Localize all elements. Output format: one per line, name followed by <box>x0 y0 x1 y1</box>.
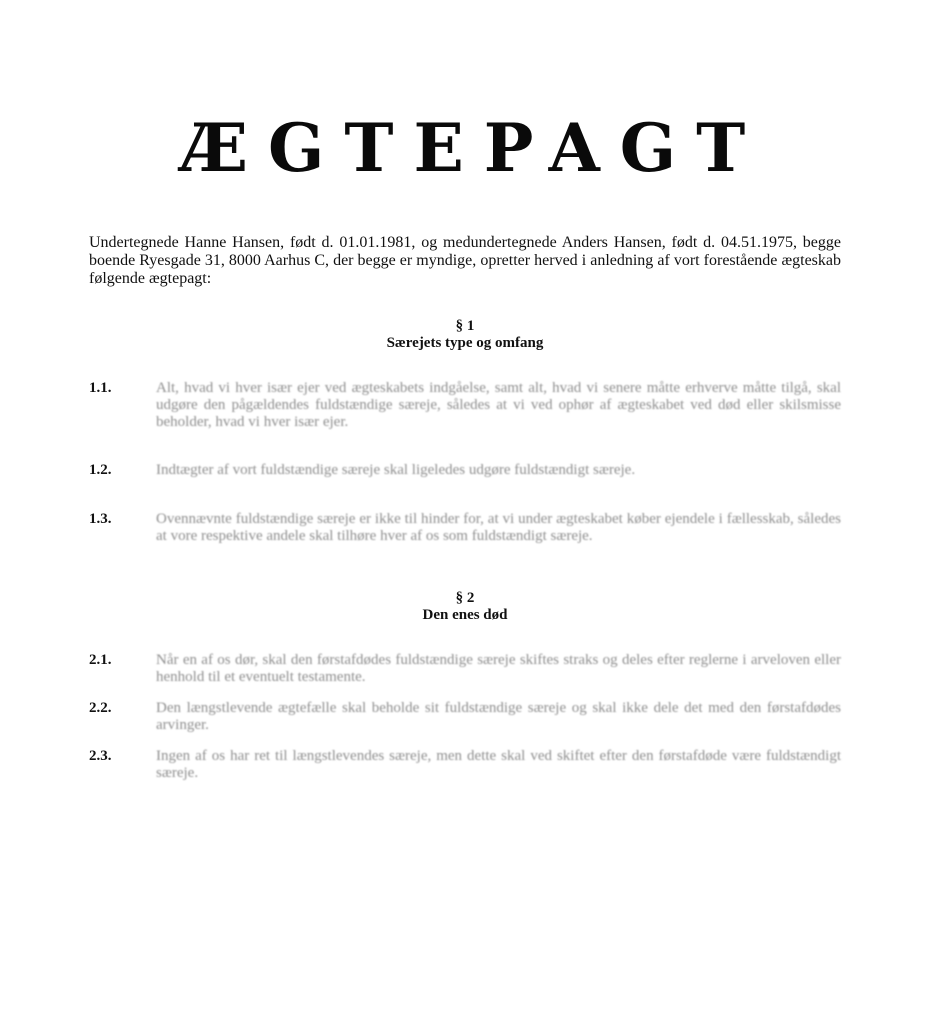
document-title: ÆGTEPAGT <box>179 109 766 187</box>
section-heading <box>89 318 841 352</box>
section-title: Særejets type og omfang <box>386 335 544 351</box>
section-2 <box>89 590 841 781</box>
section-1 <box>89 318 841 544</box>
section-heading <box>89 590 841 624</box>
clause-text: Når en af os dør, skal den førstafdødes fuldstændige særeje skiftes straks og deles efter reglerne i arveloven eller henhold til et eventuelt testamente. <box>156 652 841 685</box>
clause-2-1 <box>89 652 841 686</box>
clause-text: Ovennævnte fuldstændige særeje er ikke til hinder for, at vi under ægteskabet køber ejendele i fællesskab, således at vore respektive andele skal tilhøre hver af os som fuldstændigt særeje. <box>156 511 841 544</box>
clause-text: Den længstlevende ægtefælle skal beholde sit fuldstændige særeje og skal ikke dele det med den førstafdødes arvinger. <box>156 700 841 733</box>
clause-text: Ingen af os har ret til længstlevendes særeje, men dette skal ved skiftet efter den førstafdøde være fuldstændigt særeje. <box>156 748 841 781</box>
section-number: § 2 <box>455 590 475 606</box>
intro-paragraph: Undertegnede Hanne Hansen, født d. 01.01.1981, og medundertegnede Anders Hansen, født d. 04.51.1975, begge boende Ryesgade 31, 8000 Aarhus C, der begge er myndige, opretter herved i anledning af vort forestående ægteskab følgende ægtepagt: <box>89 234 841 287</box>
clause-number: 2.2. <box>89 700 112 716</box>
clause-number: 2.1. <box>89 652 112 668</box>
clause-text: Alt, hvad vi hver især ejer ved ægteskabets indgåelse, samt alt, hvad vi senere måtte erhverve måtte tilgå, skal udgøre den pågældendes fuldstændige særeje, således at vi ved ophør af ægteskabet ved død eller skilsmisse beholder, hvad vi hver især ejer. <box>156 380 841 430</box>
clause-number: 1.3. <box>89 511 112 527</box>
clause-1-2 <box>89 462 841 479</box>
clause-2-2 <box>89 700 841 734</box>
clause-2-3 <box>89 748 841 782</box>
clause-number: 2.3. <box>89 748 112 764</box>
clause-number: 1.2. <box>89 462 112 478</box>
section-title: Den enes død <box>422 607 508 623</box>
clause-text: Indtægter af vort fuldstændige særeje skal ligeledes udgøre fuldstændigt særeje. <box>156 462 636 478</box>
section-number: § 1 <box>455 318 475 334</box>
clause-number: 1.1. <box>89 380 112 396</box>
clause-1-3 <box>89 511 841 545</box>
clause-1-1 <box>89 380 841 431</box>
